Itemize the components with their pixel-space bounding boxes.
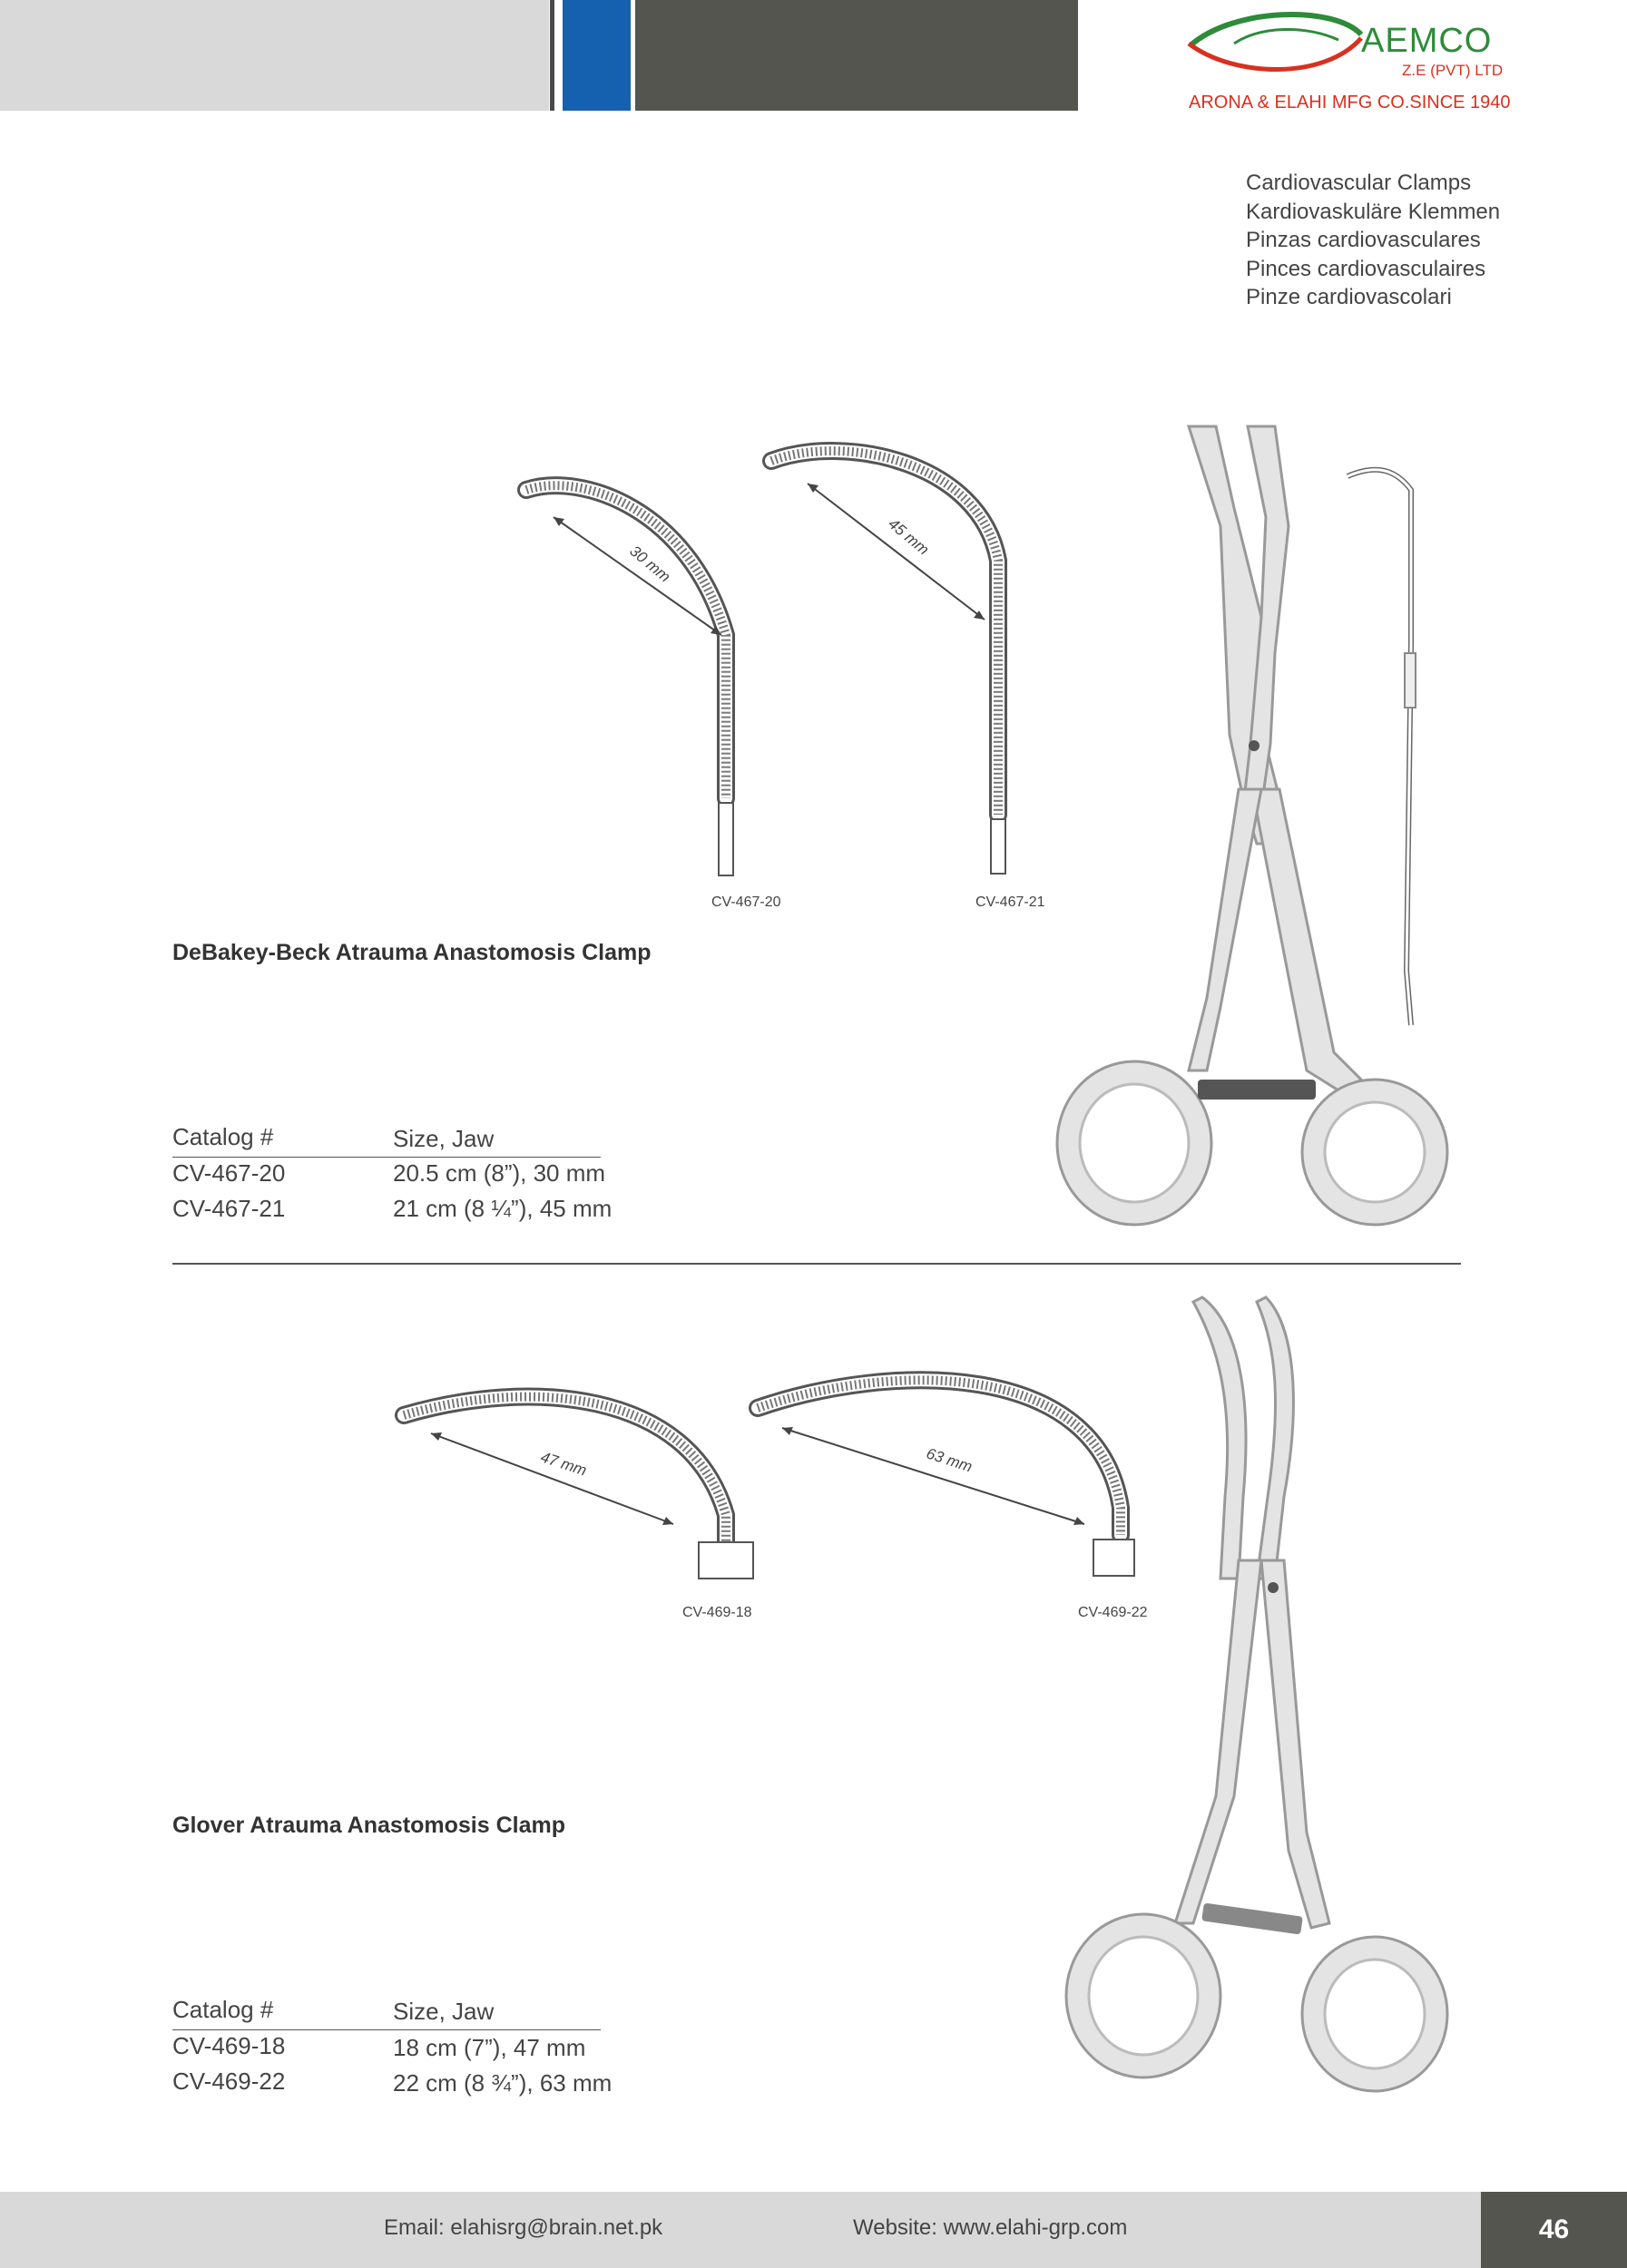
jaw-illustration-cv-467-20	[526, 454, 744, 880]
category-name-it: Pinze cardiovascolari	[1246, 285, 1452, 309]
logo-tagline: ARONA & ELAHI MFG CO.SINCE 1940	[1189, 93, 1511, 112]
clamp-illustration-glover	[1057, 1288, 1456, 2114]
table-cell-size: 21 cm (8 ¼”), 45 mm	[393, 1195, 613, 1222]
jaw-caption-cv-469-18: CV-469-18	[682, 1605, 752, 1620]
footer-website[interactable]: Website: www.elahi-grp.com	[853, 2215, 1128, 2240]
logo-subtitle: Z.E (PVT) LTD	[1402, 62, 1504, 79]
table-cell-catalog: CV-467-20	[172, 1159, 286, 1187]
jaw-dimension-45mm: 45 mm	[885, 514, 933, 559]
section-title-glover: Glover Atrauma Anastomosis Clamp	[172, 1813, 565, 1838]
logo-swoosh-icon	[1180, 7, 1361, 89]
jaw-caption-cv-467-20: CV-467-20	[711, 894, 781, 910]
category-name-es: Pinzas cardiovasculares	[1246, 228, 1481, 252]
table-header-rule	[172, 2029, 601, 2030]
section-title-debakey-beck: DeBakey-Beck Atrauma Anastomosis Clamp	[172, 940, 652, 965]
table-header-catalog: Catalog #	[172, 1123, 274, 1150]
logo-name: AEMCO	[1361, 22, 1493, 60]
header-bar-blue	[563, 0, 631, 111]
clamp-side-view-debakey-beck	[1343, 463, 1416, 1034]
table-header-rule	[172, 1157, 601, 1158]
jaw-dimension-47mm: 47 mm	[538, 1448, 589, 1480]
footer-email[interactable]: Email: elahisrg@brain.net.pk	[384, 2215, 663, 2240]
catalog-table-debakey-beck	[172, 1123, 613, 1232]
catalog-table-glover	[172, 1996, 613, 2105]
header-bar-dark	[635, 0, 1078, 111]
table-cell-size: 22 cm (8 ¾”), 63 mm	[393, 2069, 613, 2097]
table-header-size: Size, Jaw	[393, 1998, 495, 2025]
footer-bar	[0, 2192, 1627, 2268]
table-cell-size: 20.5 cm (8”), 30 mm	[393, 1159, 606, 1187]
category-name-fr: Pinces cardiovasculaires	[1246, 256, 1486, 281]
jaw-illustration-cv-467-21	[780, 434, 1016, 878]
category-name-en: Cardiovascular Clamps	[1246, 171, 1472, 195]
jaw-caption-cv-467-21: CV-467-21	[975, 894, 1045, 910]
table-cell-catalog: CV-469-22	[172, 2068, 286, 2095]
category-name-de: Kardiovaskuläre Klemmen	[1246, 199, 1501, 224]
page-number: 46	[1481, 2192, 1627, 2268]
header-bar-light	[0, 0, 549, 111]
company-logo	[1180, 7, 1524, 116]
jaw-dimension-63mm: 63 mm	[924, 1444, 975, 1476]
section-divider	[172, 1263, 1461, 1265]
table-cell-size: 18 cm (7”), 47 mm	[393, 2034, 586, 2061]
jaw-illustration-cv-469-18	[390, 1379, 753, 1597]
jaw-dimension-30mm: 30 mm	[626, 542, 674, 586]
table-cell-catalog: CV-469-18	[172, 2032, 286, 2059]
table-header-size: Size, Jaw	[393, 1125, 495, 1152]
jaw-caption-cv-469-22: CV-469-22	[1078, 1605, 1148, 1620]
table-header-catalog: Catalog #	[172, 1996, 274, 2023]
category-names	[1246, 169, 1500, 312]
table-cell-catalog: CV-467-21	[172, 1195, 286, 1222]
header-bar-divider	[550, 0, 554, 111]
